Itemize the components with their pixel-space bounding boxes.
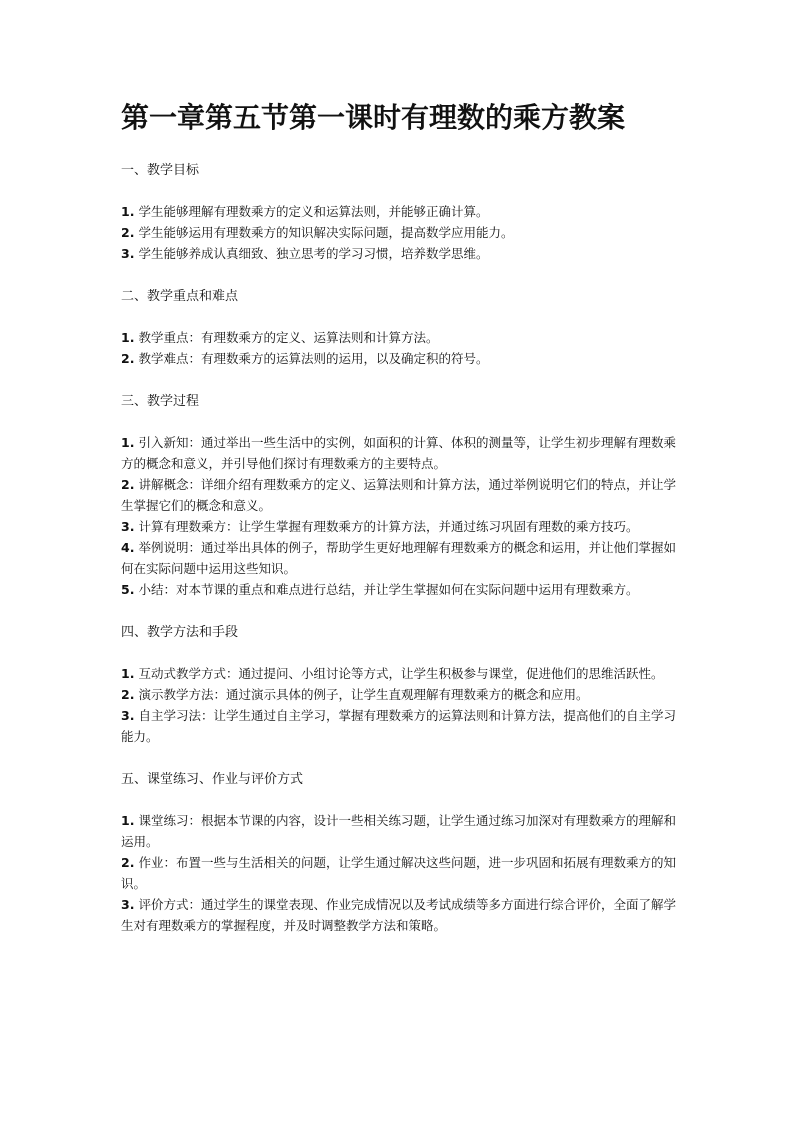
item-number: 2. (121, 225, 135, 240)
list-item (121, 852, 677, 894)
section-objectives (121, 160, 677, 264)
item-number: 2. (121, 855, 135, 870)
list-item (121, 537, 677, 579)
list-item (121, 201, 677, 222)
item-number: 1. (121, 666, 135, 681)
list-item (121, 894, 677, 936)
list-item (121, 810, 677, 852)
list-item (121, 516, 677, 537)
item-text: 讲解概念：详细介绍有理数乘方的定义、运算法则和计算方法，通过举例说明它们的特点，并让学生掌握它们的概念和意义。 (121, 477, 676, 513)
section-spacer (121, 264, 677, 286)
item-number: 2. (121, 477, 135, 492)
list-item (121, 663, 677, 684)
item-text: 作业：布置一些与生活相关的问题，让学生通过解决这些问题，进一步巩固和拓展有理数乘方的知识。 (121, 855, 676, 891)
item-text: 演示教学方法：通过演示具体的例子，让学生直观理解有理数乘方的概念和应用。 (138, 687, 589, 702)
item-text: 学生能够养成认真细致、独立思考的学习习惯，培养数学思维。 (138, 246, 489, 261)
item-number: 1. (121, 330, 135, 345)
section-spacer (121, 600, 677, 622)
section-spacer (121, 369, 677, 391)
item-number: 1. (121, 204, 135, 219)
item-text: 自主学习法：让学生通过自主学习，掌握有理数乘方的运算法则和计算方法，提高他们的自主学习能力。 (121, 708, 676, 744)
item-number: 3. (121, 519, 135, 534)
page-title: 第一章第五节第一课时有理数的乘方教案 (121, 101, 626, 134)
item-text: 互动式教学方式：通过提问、小组讨论等方式，让学生积极参与课堂，促进他们的思维活跃性。 (138, 666, 664, 681)
list-item (121, 243, 677, 264)
item-list (121, 201, 677, 264)
item-text: 引入新知：通过举出一些生活中的实例，如面积的计算、体积的测量等，让学生初步理解有理数乘方的概念和意义，并引导他们探讨有理数乘方的主要特点。 (121, 435, 676, 471)
section-heading: 三、教学过程 (121, 394, 200, 409)
section-heading: 四、教学方法和手段 (121, 625, 239, 640)
item-list (121, 327, 677, 369)
section-heading: 五、课堂练习、作业与评价方式 (121, 772, 304, 787)
list-item (121, 327, 677, 348)
item-number: 2. (121, 351, 135, 366)
item-text: 课堂练习：根据本节课的内容，设计一些相关练习题，让学生通过练习加深对有理数乘方的理解和运用。 (121, 813, 676, 849)
item-number: 3. (121, 708, 135, 723)
item-number: 3. (121, 897, 135, 912)
item-number: 4. (121, 540, 135, 555)
section-process (121, 391, 677, 600)
item-number: 1. (121, 435, 135, 450)
item-text: 教学难点：有理数乘方的运算法则的运用，以及确定积的符号。 (138, 351, 489, 366)
list-item (121, 222, 677, 243)
list-item (121, 579, 677, 600)
list-item (121, 348, 677, 369)
item-list (121, 663, 677, 747)
section-key-points (121, 286, 677, 369)
item-number: 1. (121, 813, 135, 828)
item-number: 5. (121, 582, 135, 597)
section-practice-evaluation (121, 769, 677, 936)
section-methods (121, 622, 677, 747)
item-text: 学生能够理解有理数乘方的定义和运算法则，并能够正确计算。 (138, 204, 489, 219)
section-spacer (121, 747, 677, 769)
item-text: 举例说明：通过举出具体的例子，帮助学生更好地理解有理数乘方的概念和运用，并让他们掌握如何在实际问题中运用这些知识。 (121, 540, 676, 576)
section-heading: 一、教学目标 (121, 163, 200, 178)
list-item (121, 432, 677, 474)
item-list (121, 810, 677, 936)
item-list (121, 432, 677, 600)
section-heading: 二、教学重点和难点 (121, 289, 239, 304)
document-body (121, 160, 677, 936)
item-number: 2. (121, 687, 135, 702)
item-text: 计算有理数乘方：让学生掌握有理数乘方的计算方法，并通过练习巩固有理数的乘方技巧。 (138, 519, 639, 534)
item-text: 小结：对本节课的重点和难点进行总结，并让学生掌握如何在实际问题中运用有理数乘方。 (138, 582, 639, 597)
list-item (121, 705, 677, 747)
item-text: 教学重点：有理数乘方的定义、运算法则和计算方法。 (138, 330, 439, 345)
item-text: 学生能够运用有理数乘方的知识解决实际问题，提高数学应用能力。 (138, 225, 514, 240)
list-item (121, 684, 677, 705)
item-text: 评价方式：通过学生的课堂表现、作业完成情况以及考试成绩等多方面进行综合评价，全面了解学生对有理数乘方的掌握程度，并及时调整教学方法和策略。 (121, 897, 676, 933)
item-number: 3. (121, 246, 135, 261)
list-item (121, 474, 677, 516)
